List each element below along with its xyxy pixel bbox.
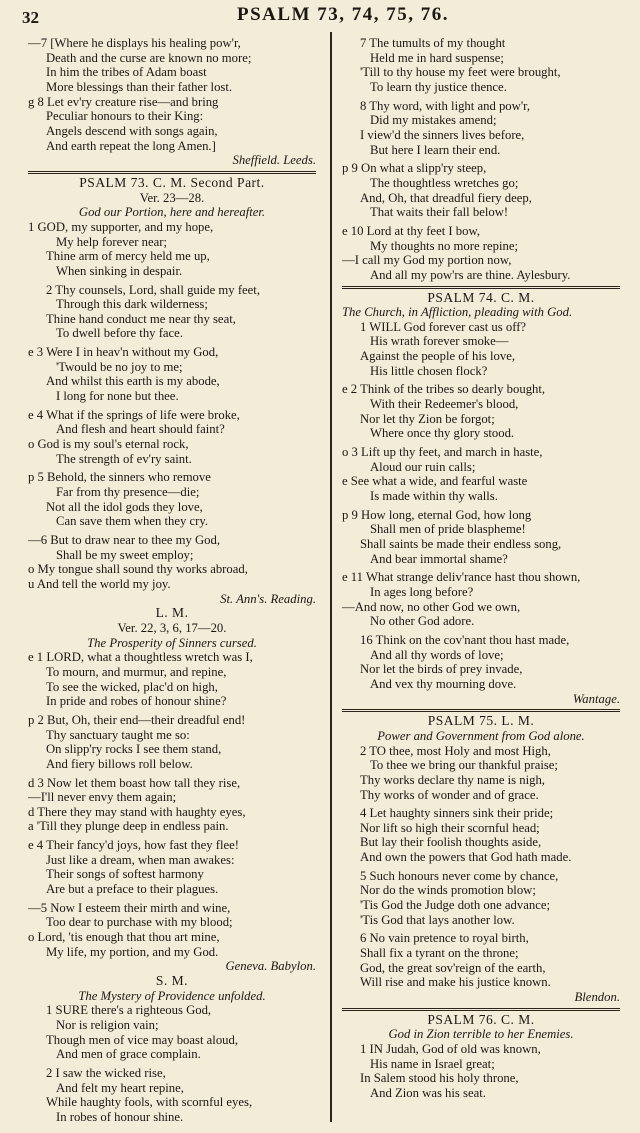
- psalm-subtitle: The Church, in Affliction, pleading with God.: [342, 305, 573, 320]
- verse-line: And flesh and heart should faint?: [56, 422, 225, 437]
- verse-line: Aloud our ruin calls;: [370, 459, 476, 474]
- verse-line: 'Till to thy house my feet were brought,: [360, 65, 561, 80]
- verse-line: —I call my God my portion now,: [342, 253, 512, 268]
- verse-line: Nor do the winds promotion blow;: [360, 883, 536, 898]
- verse-line: His wrath forever smoke—: [370, 334, 509, 349]
- psalm-heading: PSALM 75. L. M.: [427, 713, 535, 729]
- psalm-heading: PSALM 74. C. M.: [427, 289, 535, 305]
- verse-line: 1 SURE there's a righteous God,: [46, 1003, 212, 1018]
- verse-line: Though men of vice may boast aloud,: [46, 1032, 239, 1047]
- verse-line: Thy sanctuary taught me so:: [46, 727, 190, 742]
- verse-line: In him the tribes of Adam boast: [46, 65, 207, 80]
- psalm-heading: PSALM 76. C. M.: [427, 1011, 535, 1027]
- verse-line: Angels descend with songs again,: [46, 123, 218, 138]
- verse-line: p 9 On what a slipp'ry steep,: [342, 161, 487, 176]
- verse-line: And own the powers that God hath made.: [360, 850, 572, 865]
- verse-line: —7 [Where he displays his healing pow'r,: [28, 36, 241, 50]
- verse-line: And men of grace complain.: [56, 1047, 201, 1062]
- verse-line: To learn thy justice thence.: [370, 79, 507, 94]
- verse-line: Not all the idol gods they love,: [46, 499, 203, 514]
- running-title: PSALM 73, 74, 75, 76.: [237, 4, 449, 25]
- verse-line: In ages long before?: [370, 584, 474, 599]
- verse-line: His name in Israel great;: [370, 1056, 495, 1071]
- page-number: 32: [22, 8, 39, 27]
- verse-line: o 3 Lift up thy feet, and march in haste,: [342, 445, 543, 460]
- verse-line: Death and the curse are known no more;: [46, 50, 252, 65]
- verse-line: e 11 What strange deliv'rance hast thou shown,: [342, 570, 581, 585]
- verse-line: e See what a wide, and fearful waste: [342, 474, 528, 489]
- verse-line: 1 IN Judah, God of old was known,: [360, 1042, 541, 1056]
- tune-names: Wantage.: [572, 691, 620, 706]
- verse-line: o My tongue shall sound thy works abroad,: [28, 562, 248, 577]
- verse-line: The thoughtless wretches go;: [370, 175, 519, 190]
- psalm-heading: L. M.: [155, 605, 189, 621]
- verse-line: u And tell the world my joy.: [28, 576, 171, 591]
- verse-line: In pride and robes of honour shine?: [46, 694, 227, 709]
- verse-line: Thine arm of mercy held me up,: [46, 249, 210, 264]
- section-divider: [342, 1008, 620, 1011]
- verse-line: 'Tis God that lays another low.: [360, 912, 515, 927]
- verse-line: With their Redeemer's blood,: [370, 397, 519, 412]
- verse-line: e 2 Think of the tribes so dearly bought,: [342, 382, 546, 397]
- verse-line: While haughty fools, with scornful eyes,: [46, 1095, 253, 1110]
- section-divider: [342, 709, 620, 712]
- verse-line: e 3 Were I in heav'n without my God,: [28, 345, 219, 360]
- verse-line: My thoughts no more repine;: [370, 238, 519, 253]
- verse-line: a 'Till they plunge deep in endless pain.: [28, 819, 229, 834]
- verse-line: Shall saints be made their endless song,: [360, 537, 562, 551]
- psalm-subtitle: God in Zion terrible to her Enemies.: [388, 1027, 574, 1042]
- verse-line: And vex thy mourning dove.: [370, 676, 517, 691]
- verse-line: And bear immortal shame?: [370, 551, 508, 566]
- tune-names: Blendon.: [574, 990, 620, 1005]
- verse-line: p 9 How long, eternal God, how long: [342, 507, 532, 522]
- verse-line: 1 WILL God forever cast us off?: [360, 319, 527, 334]
- verse-line: o Lord, 'tis enough that thou art mine,: [28, 930, 220, 945]
- psalm-subtitle: The Mystery of Providence unfolded.: [78, 988, 266, 1003]
- tune-names: Sheffield. Leeds.: [232, 153, 316, 168]
- verse-line: p 5 Behold, the sinners who remove: [28, 470, 211, 485]
- verse-line: Will rise and make his justice known.: [360, 975, 551, 990]
- verse-line: Shall be my sweet employ;: [56, 547, 194, 562]
- verse-line: Nor let thy Zion be forgot;: [360, 411, 495, 426]
- section-divider: [28, 171, 316, 174]
- verse-line: e 1 LORD, what a thoughtless wretch was I,: [28, 650, 253, 665]
- verse-line: 5 Such honours never come by chance,: [360, 868, 559, 883]
- verse-line: And, Oh, that dreadful fiery deep,: [360, 190, 532, 205]
- section-divider: [342, 286, 620, 289]
- verse-line: To thee we bring our thankful praise;: [370, 758, 558, 773]
- verse-line: But lay their foolish thoughts aside,: [360, 835, 542, 850]
- verse-line: That waits their fall below!: [370, 205, 509, 220]
- verse-line: 7 The tumults of my thought: [360, 36, 506, 50]
- verse-line: To mourn, and murmur, and repine,: [46, 664, 227, 679]
- verse-line: But here I learn their end.: [370, 142, 501, 157]
- verse-line: On slipp'ry rocks I see them stand,: [46, 742, 222, 757]
- left-column: [28, 36, 316, 1125]
- verse-line: Nor is religion vain;: [56, 1018, 159, 1032]
- verse-line: My life, my portion, and my God.: [46, 944, 219, 959]
- psalm-heading: S. M.: [155, 973, 189, 989]
- verse-line: In Salem stood his holy throne,: [360, 1071, 519, 1086]
- psalm-subtitle: God our Portion, here and hereafter.: [78, 205, 266, 220]
- verse-line: To see the wicked, plac'd on high,: [46, 679, 218, 694]
- verse-line: And whilst this earth is my abode,: [46, 374, 220, 389]
- verse-line: His little chosen flock?: [370, 363, 488, 378]
- verse-line: I long for none but thee.: [56, 389, 179, 404]
- verse-line: Thy works of wonder and of grace.: [360, 787, 539, 802]
- verse-line: Against the people of his love,: [360, 349, 516, 364]
- verse-line: 4 Let haughty sinners sink their pride;: [360, 806, 554, 821]
- verse-line: I view'd the sinners lives before,: [360, 127, 525, 142]
- verse-line: —5 Now I esteem their mirth and wine,: [28, 900, 231, 915]
- page-header: [22, 4, 624, 32]
- verse-line: 'Twould be no joy to me;: [56, 359, 183, 374]
- verse-reference: Ver. 22, 3, 6, 17—20.: [117, 620, 227, 635]
- verse-line: Peculiar honours to their King:: [46, 109, 204, 124]
- verse-line: In robes of honour shine.: [56, 1109, 184, 1124]
- right-column: [342, 36, 620, 1101]
- verse-line: p 2 But, Oh, their end—their dreadful end!: [28, 712, 246, 727]
- verse-line: Too dear to purchase with my blood;: [46, 915, 233, 930]
- verse-line: Through this dark wilderness;: [56, 297, 208, 312]
- verse-line: Far from thy presence—die;: [56, 485, 200, 500]
- verse-line: Can save them when they cry.: [56, 514, 209, 529]
- verse-reference: Ver. 23—28.: [139, 190, 205, 205]
- verse-line: Thy works declare thy name is nigh,: [360, 772, 545, 787]
- verse-line: No other God adore.: [370, 614, 475, 629]
- verse-line: My help forever near;: [56, 234, 167, 249]
- verse-line: And felt my heart repine,: [56, 1080, 184, 1095]
- verse-line: Nor lift so high their scornful head;: [360, 820, 540, 835]
- verse-line: —And now, no other God we own,: [342, 599, 521, 614]
- verse-line: 6 No vain pretence to royal birth,: [360, 931, 529, 946]
- verse-line: And all thy words of love;: [370, 647, 504, 662]
- verse-line: —I'll never envy them again;: [28, 790, 177, 805]
- verse-line: 1 GOD, my supporter, and my hope,: [28, 219, 214, 234]
- verse-line: Is made within thy walls.: [370, 489, 498, 504]
- verse-line: e 10 Lord at thy feet I bow,: [342, 223, 480, 238]
- verse-line: d There they may stand with haughty eyes,: [28, 804, 246, 819]
- verse-line: To dwell before thy face.: [56, 326, 183, 341]
- verse-line: e 4 Their fancy'd joys, how fast they flee!: [28, 838, 239, 853]
- verse-line: 2 I saw the wicked rise,: [46, 1065, 166, 1080]
- verse-line: And earth repeat the long Amen.]: [46, 138, 216, 153]
- verse-line: —6 But to draw near to thee my God,: [28, 533, 221, 547]
- verse-line: 2 TO thee, most Holy and most High,: [360, 743, 551, 758]
- verse-line: More blessings than their father lost.: [46, 79, 233, 94]
- verse-line: 'Tis God the Judge doth one advance;: [360, 898, 550, 913]
- verse-line: Held me in hard suspense;: [370, 50, 504, 65]
- verse-line: God, the great sov'reign of the earth,: [360, 960, 546, 975]
- verse-line: Just like a dream, when man awakes:: [46, 852, 235, 867]
- verse-line: Thine hand conduct me near thy seat,: [46, 311, 236, 326]
- psalm-heading: PSALM 73. C. M. Second Part.: [79, 174, 265, 190]
- verse-line: Shall fix a tyrant on the throne;: [360, 946, 519, 961]
- verse-line: Their songs of softest harmony: [46, 867, 204, 882]
- verse-line: 2 Thy counsels, Lord, shall guide my feet,: [46, 282, 261, 297]
- verse-line: 16 Think on the cov'nant thou hast made,: [360, 632, 570, 647]
- verse-line: Did my mistakes amend;: [370, 113, 497, 128]
- verse-line: And Zion was his seat.: [370, 1085, 486, 1100]
- verse-line: g 8 Let ev'ry creature rise—and bring: [28, 94, 219, 109]
- verse-line: e 4 What if the springs of life were broke,: [28, 407, 240, 422]
- verse-line: The strength of ev'ry saint.: [56, 451, 192, 466]
- verse-line: d 3 Now let them boast how tall they rise,: [28, 775, 241, 790]
- verse-line: Shall men of pride blaspheme!: [370, 522, 526, 537]
- verse-line: Nor let the birds of prey invade,: [360, 662, 523, 677]
- verse-line: 8 Thy word, with light and pow'r,: [360, 98, 530, 113]
- verse-line: And fiery billows roll below.: [46, 756, 193, 771]
- verse-line: And all my pow'rs are thine. Aylesbury.: [370, 267, 571, 282]
- verse-line: When sinking in despair.: [56, 263, 183, 278]
- psalm-subtitle: The Prosperity of Sinners cursed.: [87, 635, 257, 650]
- verse-line: Are but a preface to their plagues.: [46, 882, 219, 897]
- verse-line: Where once thy glory stood.: [370, 426, 515, 441]
- psalm-subtitle: Power and Government from God alone.: [377, 728, 585, 743]
- tune-names: Geneva. Babylon.: [225, 959, 316, 974]
- column-divider: [330, 32, 332, 1122]
- verse-line: o God is my soul's eternal rock,: [28, 437, 189, 452]
- tune-names: St. Ann's. Reading.: [220, 591, 316, 606]
